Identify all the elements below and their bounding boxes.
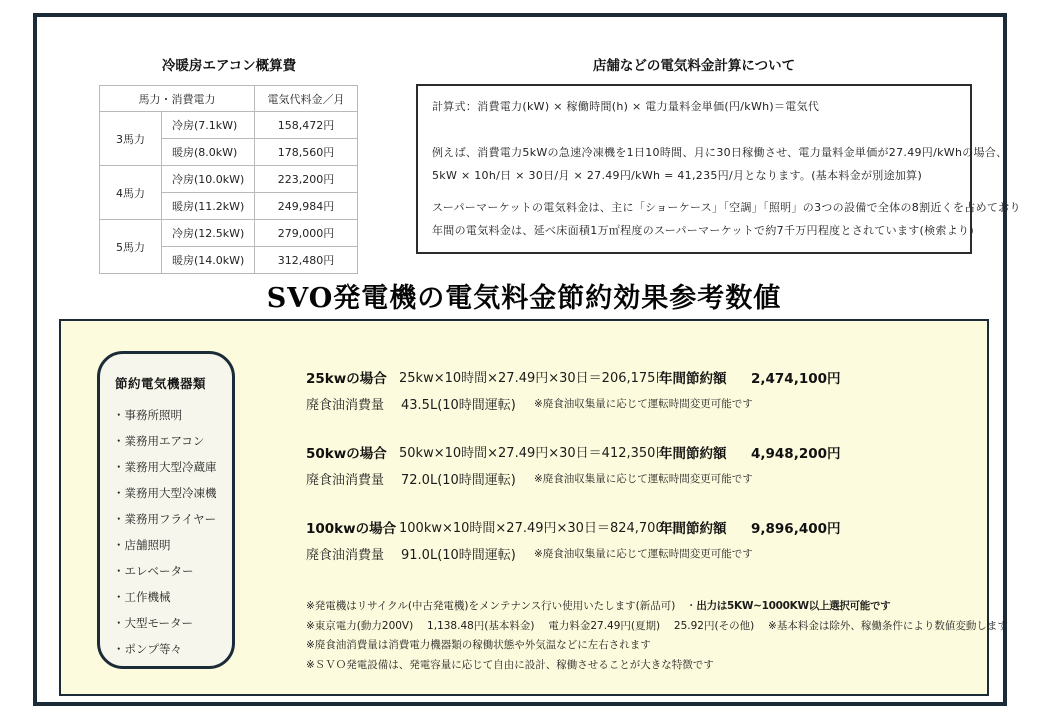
mode-cell: 冷房(7.1kW)	[162, 112, 255, 139]
list-item: ・工作機械	[113, 590, 171, 604]
oil-consumption-value: 43.5L(10時間運転)	[401, 398, 516, 413]
footnote-tepco-rates: ※東京電力(動力200V) 1,138.48円(基本料金) 電力料金27.49円(夏期) 25.92円(その他) ※基本料金は除外、稼働条件により数値変動します	[306, 619, 1008, 632]
hp-cell: 3馬力	[100, 112, 162, 166]
footnote-recycle-text: ※発電機はリサイクル(中古発電機)をメンテナンス行い使用いたします(新品可) ・	[306, 600, 697, 612]
annual-savings-label: 年間節約額	[659, 446, 727, 462]
col-header-cost: 電気代料金／月	[255, 86, 358, 112]
footnote-svo-design: ※ＳＶＯ発電設備は、発電容量に応じて自由に設計、稼働させることが大きな特徴です	[306, 658, 714, 671]
mode-cell: 冷房(12.5kW)	[162, 220, 255, 247]
case-100kw-main-row	[61, 517, 991, 537]
case-formula: 25kw×10時間×27.49円×30日＝206,175円	[399, 371, 669, 386]
case-label: 25kwの場合	[306, 371, 387, 387]
mode-cell: 暖房(14.0kW)	[162, 247, 255, 274]
equipment-list-title: 節約電気機器類	[115, 376, 207, 391]
oil-consumption-label: 廃食油消費量	[306, 398, 385, 413]
aircon-cost-table	[99, 85, 358, 274]
calc-example-line-2: 5kW × 10h/日 × 30日/月 × 27.49円/kWh = 41,235円/月となります。(基本料金が別途加算)	[432, 169, 923, 182]
footnote-output-range: 出力は5KW~1000KW以上選択可能です	[696, 600, 891, 612]
footnote-recycle	[306, 598, 966, 618]
annual-savings-amount: 4,948,200円	[751, 446, 841, 462]
oil-note: ※廃食油収集量に応じて運転時間変更可能です	[534, 548, 753, 560]
mode-cell: 暖房(8.0kW)	[162, 139, 255, 166]
case-50kw-main-row	[61, 442, 991, 462]
table-row	[100, 166, 358, 193]
oil-consumption-value: 72.0L(10時間運転)	[401, 473, 516, 488]
case-label: 100kwの場合	[306, 521, 397, 537]
list-item: ・ポンプ等々	[113, 642, 182, 656]
list-item: ・業務用フライヤー	[113, 512, 217, 526]
cost-cell: 279,000円	[255, 220, 358, 247]
list-item: ・店舗照明	[113, 538, 171, 552]
annual-savings-label: 年間節約額	[659, 371, 727, 387]
case-25kw-oil-row	[61, 394, 991, 414]
list-item: ・エレベーター	[113, 564, 194, 578]
oil-note: ※廃食油収集量に応じて運転時間変更可能です	[534, 398, 753, 410]
savings-panel	[59, 319, 1008, 696]
mode-cell: 暖房(11.2kW)	[162, 193, 255, 220]
case-50kw-oil-row	[61, 469, 991, 489]
footnotes	[306, 598, 1008, 676]
oil-consumption-value: 91.0L(10時間運転)	[401, 548, 516, 563]
cost-cell: 158,472円	[255, 112, 358, 139]
table-header-row	[100, 86, 358, 112]
oil-note: ※廃食油収集量に応じて運転時間変更可能です	[534, 473, 753, 485]
document-page	[33, 13, 1021, 706]
list-item: ・事務所照明	[113, 408, 182, 422]
table-row	[100, 112, 358, 139]
calc-example-line-1: 例えば、消費電力5kWの急速冷凍機を1日10時間、月に30日稼働させ、電力量料金単価が27.49円/kWhの場合、	[432, 146, 1008, 159]
case-label: 50kwの場合	[306, 446, 387, 462]
case-formula: 100kw×10時間×27.49円×30日＝824,700円	[399, 521, 677, 536]
list-item: ・業務用エアコン	[113, 434, 205, 448]
case-25kw-main-row	[61, 367, 991, 387]
calc-info-title: 店舗などの電気料金計算について	[592, 58, 796, 74]
case-formula: 50kw×10時間×27.49円×30日＝412,350円	[399, 446, 669, 461]
list-item: ・業務用大型冷凍機	[113, 486, 217, 500]
case-100kw-oil-row	[61, 544, 991, 564]
calc-formula-line: 計算式：消費電力(kW) × 稼働時間(h) × 電力量料金単価(円/kWh)＝電気代	[432, 100, 820, 113]
list-item: ・大型モーター	[113, 616, 194, 630]
hp-cell: 4馬力	[100, 166, 162, 220]
annual-savings-label: 年間節約額	[659, 521, 727, 537]
table-row	[100, 220, 358, 247]
page-title: SVO発電機の電気料金節約効果参考数値	[266, 283, 782, 314]
annual-savings-amount: 2,474,100円	[751, 371, 841, 387]
cost-cell: 178,560円	[255, 139, 358, 166]
cost-cell: 249,984円	[255, 193, 358, 220]
cost-cell: 223,200円	[255, 166, 358, 193]
footnote-oil-variation: ※廃食油消費量は消費電力機器類の稼働状態や外気温などに左右されます	[306, 639, 651, 651]
mode-cell: 冷房(10.0kW)	[162, 166, 255, 193]
calc-supermarket-line-2: 年間の電気料金は、延べ床面積1万㎡程度のスーパーマーケットで約7千万円程度とされています(検索より)	[432, 224, 974, 237]
aircon-table-title: 冷暖房エアコン概算費	[161, 58, 297, 74]
annual-savings-amount: 9,896,400円	[751, 521, 841, 537]
calc-supermarket-line-1: スーパーマーケットの電気料金は、主に「ショーケース」「空調」「照明」の3つの設備で全体の8割近くを占めており	[432, 201, 1021, 214]
calc-info-box	[416, 84, 1021, 254]
oil-consumption-label: 廃食油消費量	[306, 473, 385, 488]
list-item: ・業務用大型冷蔵庫	[113, 460, 217, 474]
col-header-power: 馬力・消費電力	[100, 86, 255, 112]
hp-cell: 5馬力	[100, 220, 162, 274]
oil-consumption-label: 廃食油消費量	[306, 548, 385, 563]
cost-cell: 312,480円	[255, 247, 358, 274]
